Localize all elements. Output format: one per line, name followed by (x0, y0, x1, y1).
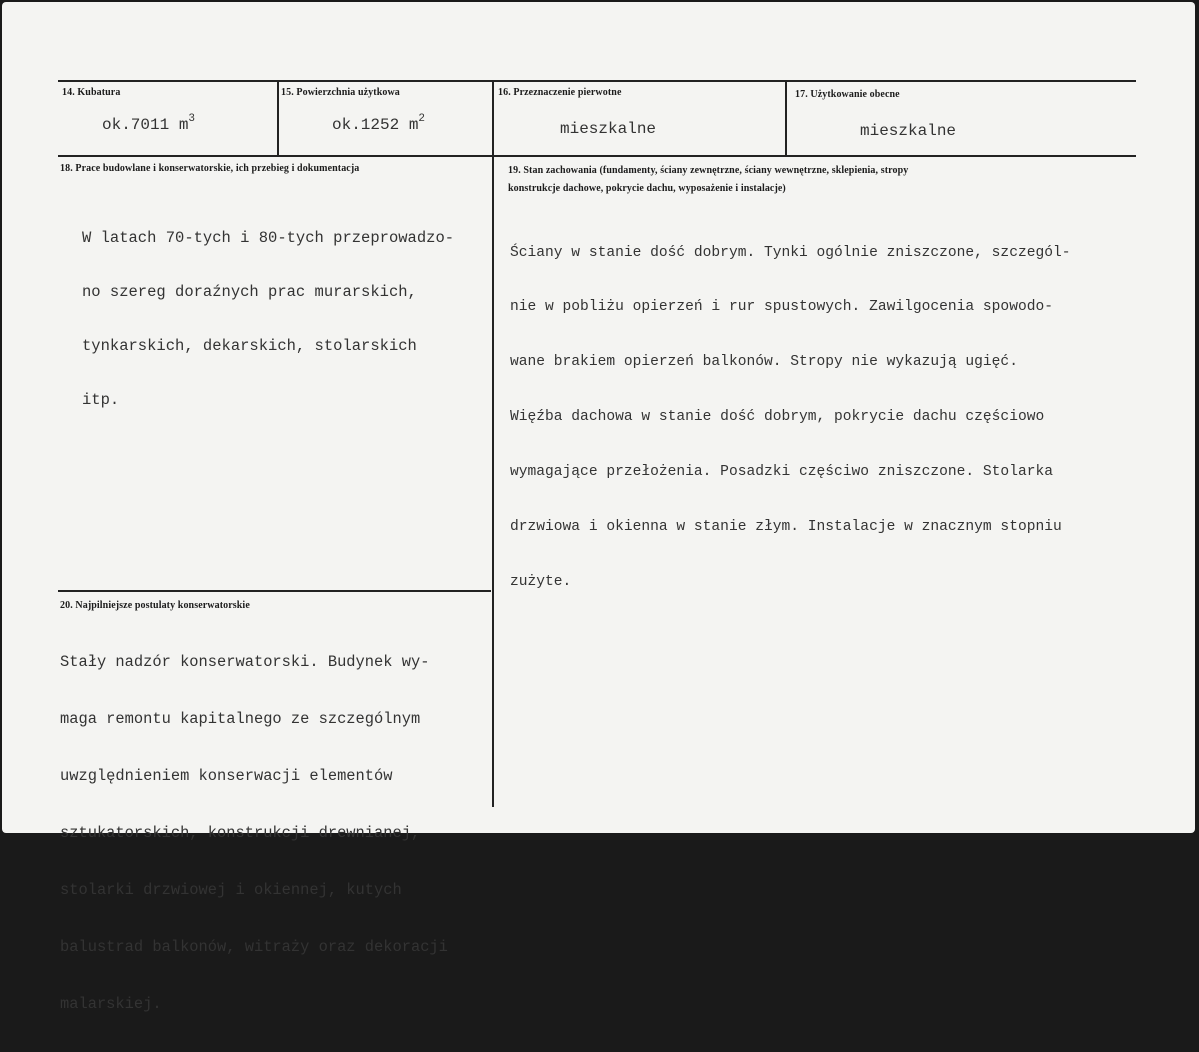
text-line: balustrad balkonów, witraży oraz dekoracji (60, 938, 448, 956)
field-15-exponent: 2 (418, 113, 426, 125)
record-card (2, 2, 1195, 1013)
top-rule (58, 80, 1136, 82)
text-line: tynkarskich, dekarskich, stolarskich (82, 337, 417, 355)
text-line: drzwiowa i okienna w stanie złym. Instalacje w znacznym stopniu (510, 519, 1062, 536)
text-line: Stały nadzór konserwatorski. Budynek wy- (60, 653, 430, 671)
middle-rule (58, 155, 1136, 157)
text-line: malarskiej. (60, 995, 162, 1013)
divider-main (492, 155, 494, 807)
field-14-number: ok.7011 m (102, 116, 189, 134)
field-18-label: 18. Prace budowlane i konserwatorskie, ich przebieg i dokumentacja (60, 163, 360, 174)
field-17-label: 17. Użytkowanie obecne (795, 89, 900, 100)
text-line: Ściany w stanie dość dobrym. Tynki ogólnie zniszczone, szczegól- (510, 244, 1071, 261)
field-20-text (60, 615, 448, 1052)
text-line: itp. (82, 391, 120, 409)
text-line: wymagające przełożenia. Posadzki częściwo zniszczone. Stolarka (510, 464, 1053, 481)
field-14-label: 14. Kubatura (62, 87, 121, 98)
field-16-label: 16. Przeznaczenie pierwotne (498, 87, 622, 98)
field-14-value (102, 113, 196, 134)
divider-14-15 (277, 80, 279, 156)
field-15-number: ok.1252 m (332, 116, 419, 134)
field-14-exponent: 3 (188, 113, 196, 125)
text-line: uwzględnieniem konserwacji elementów (60, 767, 393, 785)
divider-15-16 (492, 80, 494, 156)
text-line: maga remontu kapitalnego ze szczególnym (60, 710, 421, 728)
field-18-text (82, 193, 454, 445)
text-line: sztukatorskich, konstrukcji drewnianej, (60, 824, 421, 842)
field-19-label-line2: konstrukcje dachowe, pokrycie dachu, wyposażenie i instalacje) (508, 183, 786, 194)
text-line: zużyte. (510, 573, 572, 590)
text-line: W latach 70-tych i 80-tych przeprowadzo- (82, 229, 455, 247)
field-16-value: mieszkalne (560, 120, 657, 138)
text-line: no szereg doraźnych prac murarskich, (82, 283, 417, 301)
text-line: wane brakiem opierzeń balkonów. Stropy nie wykazują ugięć. (510, 354, 1018, 371)
field-19-text (510, 207, 1071, 628)
text-line: Więźba dachowa w stanie dość dobrym, pokrycie dachu częściowo (510, 409, 1045, 426)
text-line: stolarki drzwiowej i okiennej, kutych (60, 881, 402, 899)
field-19-label-line1: 19. Stan zachowania (fundamenty, ściany zewnętrzne, ściany wewnętrzne, sklepienia, stropy (508, 165, 909, 176)
divider-16-17 (785, 80, 787, 156)
lower-left-rule (58, 590, 491, 592)
field-20-label: 20. Najpilniejsze postulaty konserwatorskie (60, 600, 250, 611)
text-line: nie w pobliżu opierzeń i rur spustowych. Zawilgocenia spowodo- (510, 299, 1053, 316)
field-15-value (332, 113, 426, 134)
field-17-value: mieszkalne (860, 122, 957, 140)
field-15-label: 15. Powierzchnia użytkowa (281, 87, 400, 98)
